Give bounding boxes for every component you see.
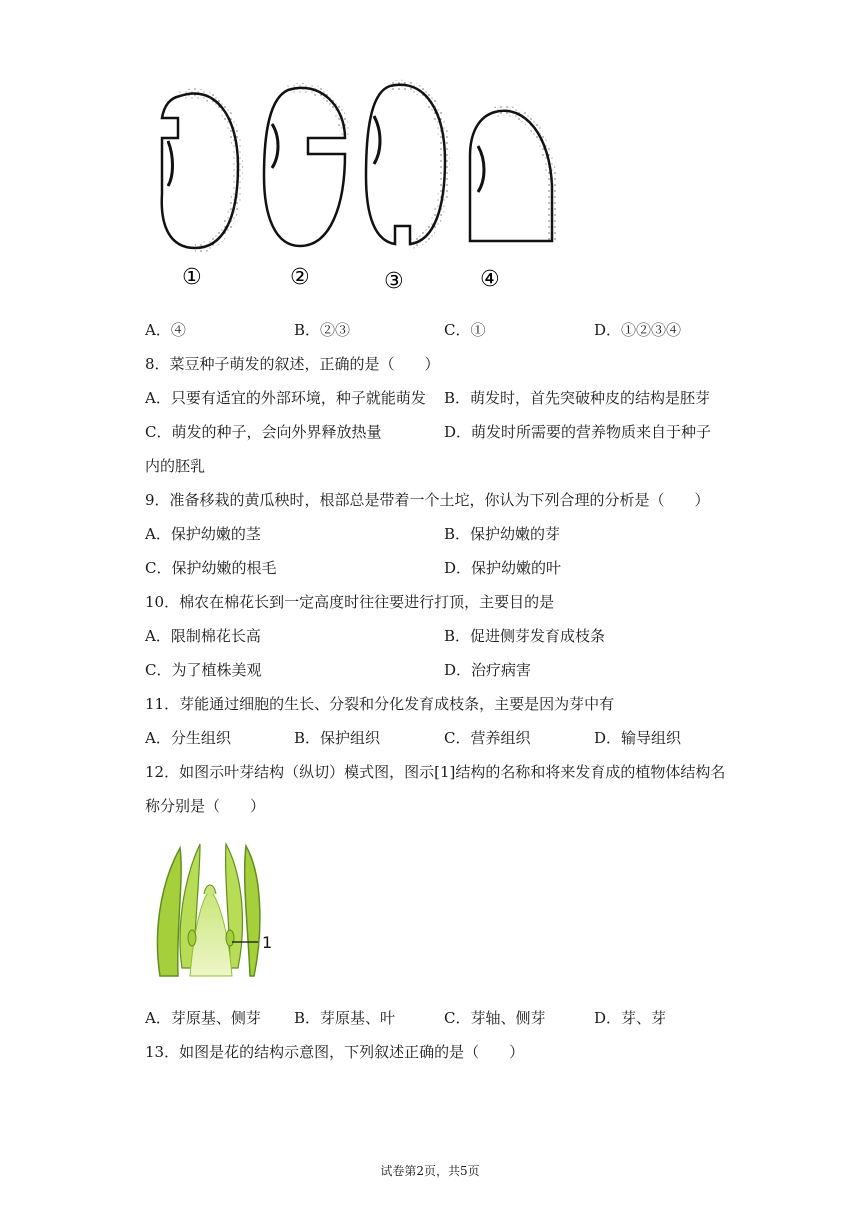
q10-option-b[interactable]: B．促进侧芽发育成枝条 [444, 627, 606, 645]
bud-primordium-right [226, 930, 234, 946]
seed-3 [366, 85, 445, 244]
q7-option-b[interactable]: B．②③ [294, 321, 351, 339]
q12-stem-line1: 12．如图示叶芽结构（纵切）模式图，图示[1]结构的名称和将来发育成的植物体结构名 [145, 763, 726, 781]
q10-option-d[interactable]: D．治疗病害 [444, 661, 532, 679]
seed-label-4: ④ [480, 267, 500, 292]
q8-option-d-continued: 内的胚乳 [145, 457, 206, 475]
q13-stem: 13．如图是花的结构示意图，下列叙述正确的是（ ） [145, 1043, 525, 1061]
seed-diagram [140, 76, 560, 296]
seed-label-1: ① [182, 265, 202, 290]
growing-point [204, 885, 216, 894]
q10-stem: 10．棉农在棉花长到一定高度时往往要进行打顶，主要目的是 [145, 593, 555, 611]
bud-label-1: 1 [262, 933, 273, 952]
q9-option-d[interactable]: D．保护幼嫩的叶 [444, 559, 562, 577]
q7-option-a[interactable]: A．④ [145, 321, 186, 339]
q10-option-a[interactable]: A．限制棉花长高 [145, 627, 261, 645]
q9-option-b[interactable]: B．保护幼嫩的芽 [444, 525, 561, 543]
q9-option-c[interactable]: C．保护幼嫩的根毛 [145, 559, 277, 577]
q12-option-c[interactable]: C．芽轴、侧芽 [444, 1009, 546, 1027]
q12-stem-line2: 称分别是（ ） [145, 797, 266, 815]
q12-option-a[interactable]: A．芽原基、侧芽 [145, 1009, 261, 1027]
q7-option-d[interactable]: D．①②③④ [594, 321, 682, 339]
q11-option-c[interactable]: C．营养组织 [444, 729, 531, 747]
seed-label-2: ② [290, 265, 310, 290]
q10-option-c[interactable]: C．为了植株美观 [145, 661, 262, 679]
outer-leaf-right [245, 846, 260, 976]
seed-1 [162, 93, 238, 248]
q8-stem: 8．菜豆种子萌发的叙述，正确的是（ ） [145, 355, 440, 373]
seed-label-3: ③ [384, 269, 404, 294]
q8-option-a[interactable]: A．只要有适宜的外部环境，种子就能萌发 [145, 389, 426, 407]
q9-stem: 9．准备移栽的黄瓜秧时，根部总是带着一个土坨，你认为下列合理的分析是（ ） [145, 491, 710, 509]
bud-primordium-left [188, 930, 196, 946]
leaf-bud-diagram [150, 838, 290, 978]
q12-option-b[interactable]: B．芽原基、叶 [294, 1009, 396, 1027]
q12-option-d[interactable]: D．芽、芽 [594, 1009, 667, 1027]
q8-option-b[interactable]: B．萌发时，首先突破种皮的结构是胚芽 [444, 389, 711, 407]
q11-option-b[interactable]: B．保护组织 [294, 729, 381, 747]
seed-2 [264, 88, 345, 246]
q8-option-d[interactable]: D．萌发时所需要的营养物质来自于种子 [444, 423, 712, 441]
q7-option-c[interactable]: C．① [444, 321, 486, 339]
page-footer: 试卷第2页，共5页 [380, 1164, 480, 1178]
outer-leaf-left [157, 848, 181, 976]
q11-stem: 11．芽能通过细胞的生长、分裂和分化发育成枝条，主要是因为芽中有 [145, 695, 615, 713]
q11-option-a[interactable]: A．分生组织 [145, 729, 231, 747]
q11-option-d[interactable]: D．输导组织 [594, 729, 682, 747]
seed-4 [470, 111, 552, 241]
q9-option-a[interactable]: A．保护幼嫩的茎 [145, 525, 261, 543]
q8-option-c[interactable]: C．萌发的种子，会向外界释放热量 [145, 423, 382, 441]
